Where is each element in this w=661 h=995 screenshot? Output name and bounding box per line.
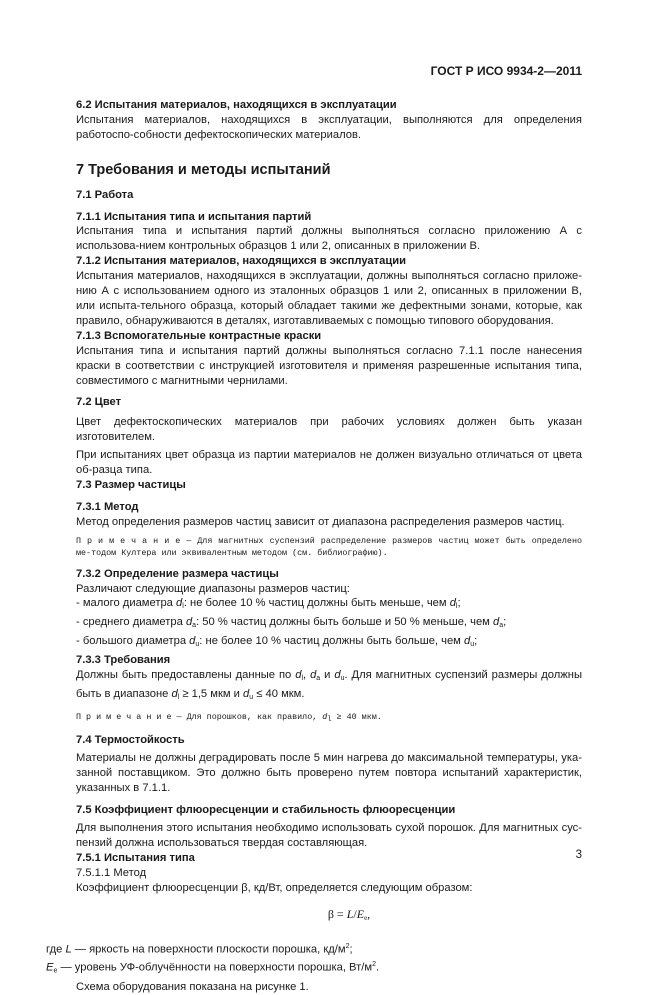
section-7-3-3-title: 7.3.3 Требования: [76, 654, 171, 667]
section-7-1-3-text: Испытания типа и испытания партий должны выполняться согласно 7.1.1 после нанесения краски в соответствии с инструкцией изготовителя и применяя разрешенные испытания типа, совместимого с магнитными чернилами.: [76, 344, 582, 387]
section-7-2-para-2: При испытаниях цвет образца из партии материалов не должен визуально отличаться от цвета об-разца типа.: [76, 449, 582, 477]
section-7-title: 7 Требования и методы испытаний: [76, 161, 331, 178]
section-7-1-1-title: 7.1.1 Испытания типа и испытания партий: [76, 210, 312, 223]
size-range-large: - большого диаметра $d_u$: не более 10 % частиц должны быть больше, чем $d_u$;: [76, 635, 478, 649]
section-7-5-1-title: 7.5.1 Испытания типа: [76, 851, 195, 864]
section-7-5-1-1-title: 7.5.1.1 Метод: [76, 866, 147, 879]
section-7-3-2-title: 7.3.2 Определение размера частицы: [76, 567, 279, 580]
scheme-reference: Схема оборудования показана на рисунке 1.: [76, 980, 309, 993]
section-7-3-title: 7.3 Размер частицы: [76, 478, 186, 491]
section-7-4-text: Материалы не должны деградировать после 5 мин нагрева до максимальной температуры, ука-занной поставщиком. Это должно быть проверено путем повтора испытаний характеристик, указанных в 7.1.1.: [76, 752, 582, 795]
section-7-3-2-intro: Различают следующие диапазоны размеров частиц:: [76, 582, 350, 595]
section-7-1-2-title: 7.1.2 Испытания материалов, находящихся в эксплуатации: [76, 255, 406, 268]
section-7-1-3-title: 7.1.3 Вспомогательные контрастные краски: [76, 329, 322, 342]
section-7-3-1-text: Метод определения размеров частиц зависит от диапазона распределения размеров частиц.: [76, 515, 565, 528]
document-id: ГОСТ Р ИСО 9934-2—2011: [430, 64, 582, 78]
section-7-3-1-note: [76, 535, 582, 560]
note-label: П р и м е ч а н и е: [76, 535, 181, 546]
section-7-2-title: 7.2 Цвет: [76, 396, 122, 409]
formula-where-E: $E_e$ — уровень УФ-облучённости на поверхности порошка, $Вт/м^2$.: [46, 961, 380, 975]
section-7-1-1-text: Испытания типа и испытания партий должны выполняться согласно приложению А с использова-нием контрольных образцов 1 или 2, описанных в приложении В.: [76, 225, 582, 253]
section-7-1-title: 7.1 Работа: [76, 188, 134, 201]
section-7-3-3-text: Должны быть предоставлены данные по $d_l$, $d_a$ и $d_u$. Для магнитных суспензий размеры должны быть в диапазоне $d_l \ge 1,5$ мкм и $d_u \le 40$ мкм.: [76, 669, 582, 701]
section-7-5-1-1-text: Коэффициент флюоресценции β, кд/Вт, определяется следующим образом:: [76, 881, 473, 894]
section-6-2-title: 6.2 Испытания материалов, находящихся в эксплуатации: [76, 99, 397, 111]
size-range-medium: - среднего диаметра $d_a$: 50 % частиц должны быть больше и 50 % меньше, чем $d_a$;: [76, 616, 507, 630]
document-body: [46, 98, 582, 995]
note-text: — Для магнитных суспензий распределение размеров частиц может быть определено ме-тодом Култера или эквивалентным методом (см. библиографию).: [76, 535, 582, 559]
section-7-1-2-text: Испытания материалов, находящихся в эксплуатации, должны выполняться согласно приложе-нию А с использованием одного из эталонных образцов 1 или 2, описанных в приложении В, или испыта-тельного образца, который обладает такими же дефектными зонами, которые, как правило, обнаруживаются в деталях, изготавливаемых с помощью типового оборудования.: [76, 270, 582, 327]
section-7-5-title: 7.5 Коэффициент флюоресценции и стабильность флюоресценции: [76, 804, 456, 817]
section-7-3-3-note: П р и м е ч а н и е — Для порошков, как правило, $d_l \ge 40$ мкм.: [76, 711, 382, 724]
formula-where-L: где L — яркость на поверхности плоскости порошка, $кд/м^2$;: [46, 943, 353, 957]
fluorescence-formula: $\beta = L/E_e$,: [327, 907, 371, 923]
page-number: 3: [575, 849, 582, 861]
section-6-2-text: Испытания материалов, находящихся в эксплуатации, выполняются для определения работоспо-собности дефектоскопических материалов.: [76, 113, 582, 141]
section-7-4-title: 7.4 Термостойкость: [76, 734, 185, 747]
section-7-5-text: Для выполнения этого испытания необходимо использовать сухой порошок. Для магнитных сус-пензий должна использоваться твердая составляющая.: [76, 821, 582, 849]
size-range-small: - малого диаметра $d_l$: не более 10 % частиц должны быть меньше, чем $d_l$;: [76, 597, 461, 611]
section-7-3-1-title: 7.3.1 Метод: [76, 500, 139, 513]
section-7-2-para-1: Цвет дефектоскопических материалов при рабочих условиях должен быть указан изготовителем.: [76, 416, 582, 444]
